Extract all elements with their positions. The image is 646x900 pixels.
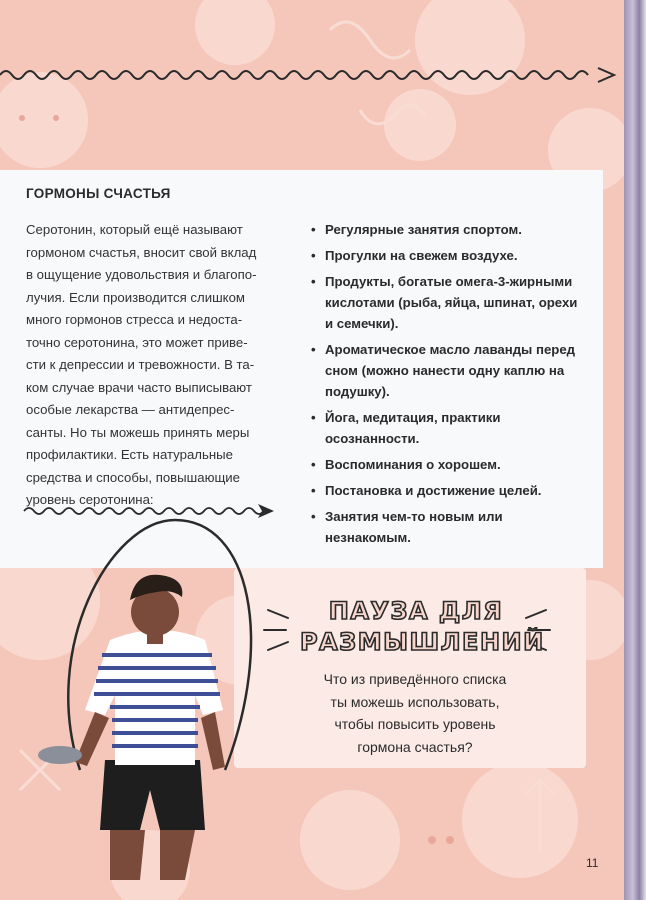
body-line: Серотонин, который ещё называют: [26, 222, 243, 237]
question-line: гормона счастья?: [357, 738, 473, 755]
body-line: много гормонов стресса и недоста-: [26, 312, 243, 327]
body-line: особые лекарства — антидепрес-: [26, 402, 235, 417]
list-item: • Прогулки на свежем воздухе.: [311, 245, 581, 266]
body-line: лучия. Если производится слишком: [26, 289, 245, 305]
question-line: Что из приведённого списка: [323, 671, 507, 687]
body-line: сти к депрессии и тревожности. В та-: [26, 357, 255, 372]
body-line: в ощущение удовольствия и благопо-: [26, 267, 257, 282]
list-item: • Воспоминания о хорошем.: [311, 454, 581, 475]
body-line: гормоном счастья, вносит свой вклад: [26, 244, 257, 260]
list-item: • Йога, медитация, практики осознанности.: [311, 407, 581, 449]
list-item: • Продукты, богатые омега-3-жирными кислотами (рыба, яйца, шпинат, орехи и семечки).: [311, 271, 581, 334]
section-title: ГОРМОНЫ СЧАСТЬЯ: [26, 186, 171, 201]
body-line: санты. Но ты можешь принять меры: [26, 424, 250, 440]
reflection-title-line: РАЗМЫШЛЕНИЙ: [300, 628, 545, 656]
body-line: ком случае врачи часто выписывают: [26, 379, 252, 395]
list-item: • Постановка и достижение целей.: [311, 480, 581, 501]
body-line: точно серотонина, это может приве-: [26, 334, 248, 350]
page-number: 11: [586, 856, 599, 870]
body-line: уровень серотонина:: [26, 492, 154, 507]
list-item: • Ароматическое масло лаванды перед сном (можно нанести одну каплю на подушку).: [311, 339, 581, 402]
question-line: ты можешь использовать,: [330, 693, 500, 710]
list-item: • Регулярные занятия спортом.: [311, 219, 581, 240]
page-edge: [624, 0, 646, 900]
reflection-title-line: ПАУЗА ДЛЯ: [328, 597, 504, 625]
body-line: средства и способы, повышающие: [26, 469, 241, 485]
list-item: • Занятия чем-то новым или незнакомым.: [311, 506, 581, 548]
question-line: чтобы повысить уровень: [334, 716, 496, 732]
body-line: профилактики. Есть натуральные: [26, 447, 233, 462]
